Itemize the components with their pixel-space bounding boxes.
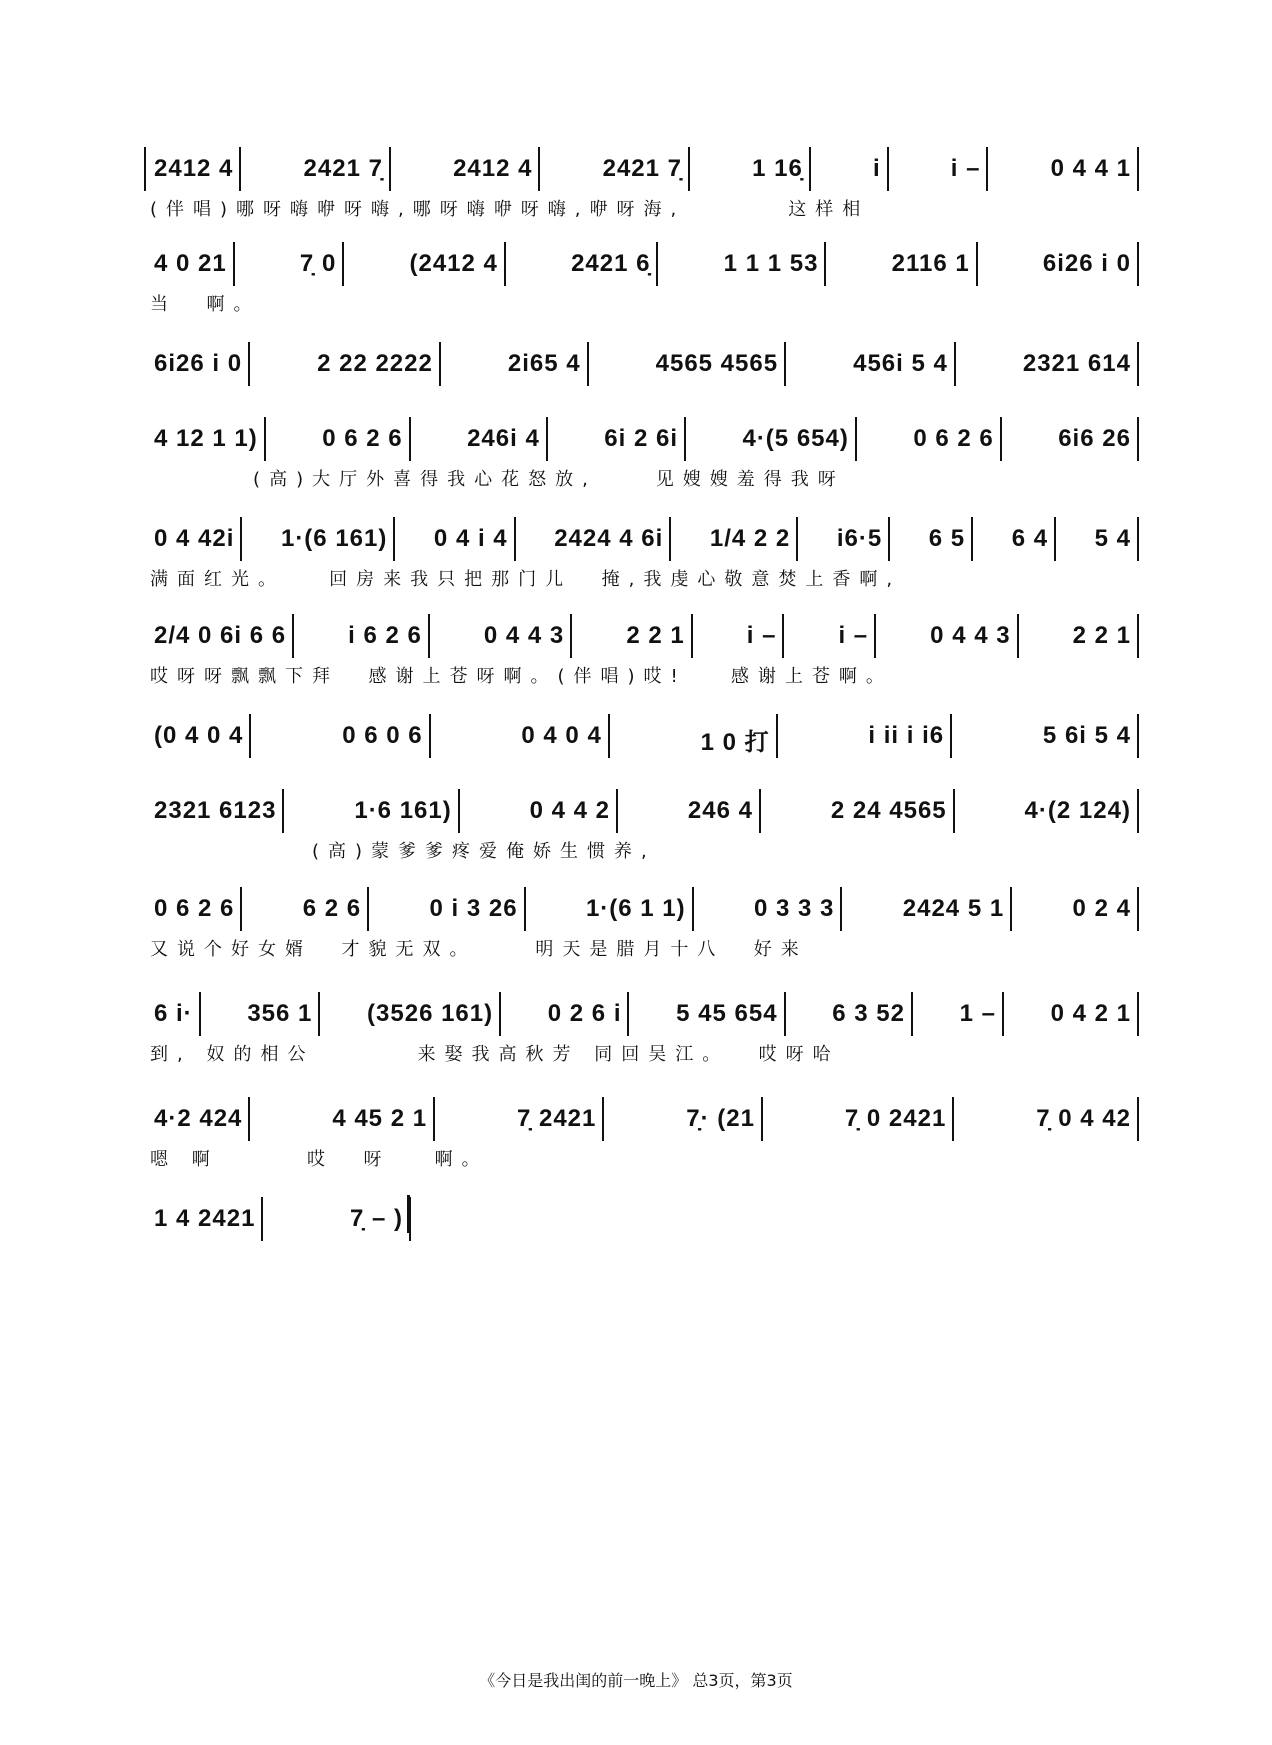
measure: 0 6 2 6: [318, 415, 406, 453]
score-system-9: [150, 885, 1135, 961]
score-system-10: [150, 990, 1135, 1066]
music-line: [150, 990, 1135, 1038]
measure: 6i6 26: [1054, 415, 1135, 453]
score-system-1: [150, 145, 1135, 221]
lyric-line: 满面红光。 回房来我只把那门儿 掩,我虔心敬意焚上香啊,: [150, 569, 902, 590]
music-line: [150, 612, 1135, 660]
measure: 4565 4565: [652, 340, 782, 378]
measure: 2421 6̣: [567, 240, 654, 278]
measure: 4·2 424: [150, 1095, 246, 1133]
score-system-5: [150, 515, 1135, 591]
score-system-7: [150, 712, 1135, 788]
lyric-line: 又说个好女婿 才貌无双。 明天是腊月十八 好来: [150, 939, 808, 960]
measure-final: 7̣ – ): [346, 1195, 410, 1233]
music-line: [150, 787, 1135, 835]
music-line: [150, 240, 1135, 288]
measure: 5 45 654: [672, 990, 781, 1028]
measure: 0 4 0 4: [517, 712, 605, 750]
music-line: [150, 1095, 1135, 1143]
measure: 1 1 1 53: [720, 240, 823, 278]
measure: 1 0 打: [697, 712, 774, 757]
measure: 0 4 4 2: [526, 787, 614, 825]
measure: i –: [947, 145, 985, 183]
score-system-4: [150, 415, 1135, 491]
measure: 7̣ 0 2421: [841, 1095, 950, 1133]
measure: 7̣· (21: [682, 1095, 759, 1133]
lyric-line: (高)大厅外喜得我心花怒放, 见嫂嫂羞得我呀: [150, 469, 845, 490]
measure: 1·(6 161): [277, 515, 391, 553]
measure: 0 6 2 6: [909, 415, 997, 453]
score-system-8: [150, 787, 1135, 863]
measure: i6·5: [833, 515, 886, 553]
score-system-11: [150, 1095, 1135, 1171]
measure: 456i 5 4: [849, 340, 952, 378]
page-footer: 《今日是我出闺的前一晚上》 总3页，第3页: [479, 1671, 793, 1690]
measure: 0 4 4 1: [1047, 145, 1135, 183]
measure: 4·(2 124): [1021, 787, 1135, 825]
measure: 1 –: [956, 990, 1000, 1028]
measure: 4 12 1 1): [150, 415, 262, 453]
measure: 2421 7̣: [300, 145, 387, 183]
measure: 6i 2 6i: [600, 415, 682, 453]
measure: 6 4: [1008, 515, 1052, 553]
measure: 2 22 2222: [313, 340, 437, 378]
measure: 7̣ 0 4 42: [1032, 1095, 1135, 1133]
measure: 0 i 3 26: [426, 885, 522, 923]
measure: 1/4 2 2: [706, 515, 794, 553]
measure: 1·6 161): [350, 787, 455, 825]
lyric-line: [150, 390, 1135, 416]
measure: 246i 4: [463, 415, 544, 453]
measure: 2i65 4: [504, 340, 585, 378]
measure: 6 2 6: [299, 885, 365, 923]
lyric-line: (高)蒙爹爹疼爱俺娇生惯养,: [150, 841, 656, 862]
music-line: [150, 340, 1135, 388]
music-line: [150, 145, 1135, 193]
measure: i 6 2 6: [344, 612, 426, 650]
measure: 2424 5 1: [899, 885, 1008, 923]
lyric-line: [150, 762, 1135, 788]
measure: 2412 4: [150, 145, 237, 183]
score-system-6: [150, 612, 1135, 688]
measure: 2 2 1: [1069, 612, 1135, 650]
measure: (2412 4: [405, 240, 501, 278]
measure: 7̣ 2421: [513, 1095, 600, 1133]
measure: 0 6 0 6: [338, 712, 426, 750]
measure: (3526 161): [363, 990, 497, 1028]
measure: 4 0 21: [150, 240, 231, 278]
lyric-line: 哎呀呀飘飘下拜 感谢上苍呀啊。(伴唱)哎! 感谢上苍啊。: [150, 666, 893, 687]
measure: i –: [834, 612, 872, 650]
lyric-line: 到, 奴的相公 来娶我高秋芳 同回吴江。 哎呀哈: [150, 1044, 840, 1065]
measure: 2421 7̣: [599, 145, 686, 183]
score-system-12: [150, 1195, 410, 1271]
measure: 6i26 i 0: [150, 340, 246, 378]
measure: 2 24 4565: [827, 787, 951, 825]
music-line: [150, 885, 1135, 933]
measure: 4 45 2 1: [328, 1095, 431, 1133]
measure: 6 i·: [150, 990, 197, 1028]
measure: 4·(5 654): [738, 415, 852, 453]
measure: 1 16̣: [748, 145, 807, 183]
measure: (0 4 0 4: [150, 712, 247, 750]
measure: 1·(6 1 1): [582, 885, 690, 923]
measure: i –: [743, 612, 781, 650]
measure: 356 1: [243, 990, 316, 1028]
measure: 2412 4: [449, 145, 536, 183]
measure: 2/4 0 6i 6 6: [150, 612, 290, 650]
lyric-line: [150, 1245, 410, 1271]
measure: 2424 4 6i: [550, 515, 667, 553]
measure: 2321 614: [1019, 340, 1135, 378]
measure: 5 4: [1091, 515, 1135, 553]
measure: 2321 6123: [150, 787, 280, 825]
measure: 6 3 52: [828, 990, 909, 1028]
lyric-line: 嗯 啊 哎 呀 啊。: [150, 1149, 489, 1170]
measure: 0 4 2 1: [1047, 990, 1135, 1028]
lyric-line: 当 啊。: [150, 294, 261, 315]
music-line: [150, 712, 1135, 760]
measure: i ii i i6: [864, 712, 948, 750]
measure: i: [869, 145, 885, 183]
score-system-2: [150, 240, 1135, 316]
measure: 246 4: [684, 787, 757, 825]
measure: 6 5: [925, 515, 969, 553]
measure: 1 4 2421: [150, 1195, 259, 1233]
measure: 0 4 4 3: [926, 612, 1014, 650]
lyric-line: (伴唱)哪呀嗨咿呀嗨,哪呀嗨咿呀嗨,咿呀海, 这样相: [150, 199, 870, 220]
measure: 0 4 4 3: [480, 612, 568, 650]
measure: 0 3 3 3: [750, 885, 838, 923]
measure: 2 2 1: [622, 612, 688, 650]
score-system-3: [150, 340, 1135, 416]
music-line: [150, 415, 1135, 463]
measure: 7̣ 0: [296, 240, 340, 278]
measure: 0 2 4: [1069, 885, 1135, 923]
measure: 0 6 2 6: [150, 885, 238, 923]
measure: 5 6i 5 4: [1039, 712, 1135, 750]
measure: 0 2 6 i: [544, 990, 626, 1028]
music-line: [150, 1195, 410, 1243]
measure: 6i26 i 0: [1039, 240, 1135, 278]
measure: 0 4 i 4: [430, 515, 512, 553]
measure: 2116 1: [888, 240, 974, 278]
music-line: [150, 515, 1135, 563]
measure: 0 4 42i: [150, 515, 238, 553]
